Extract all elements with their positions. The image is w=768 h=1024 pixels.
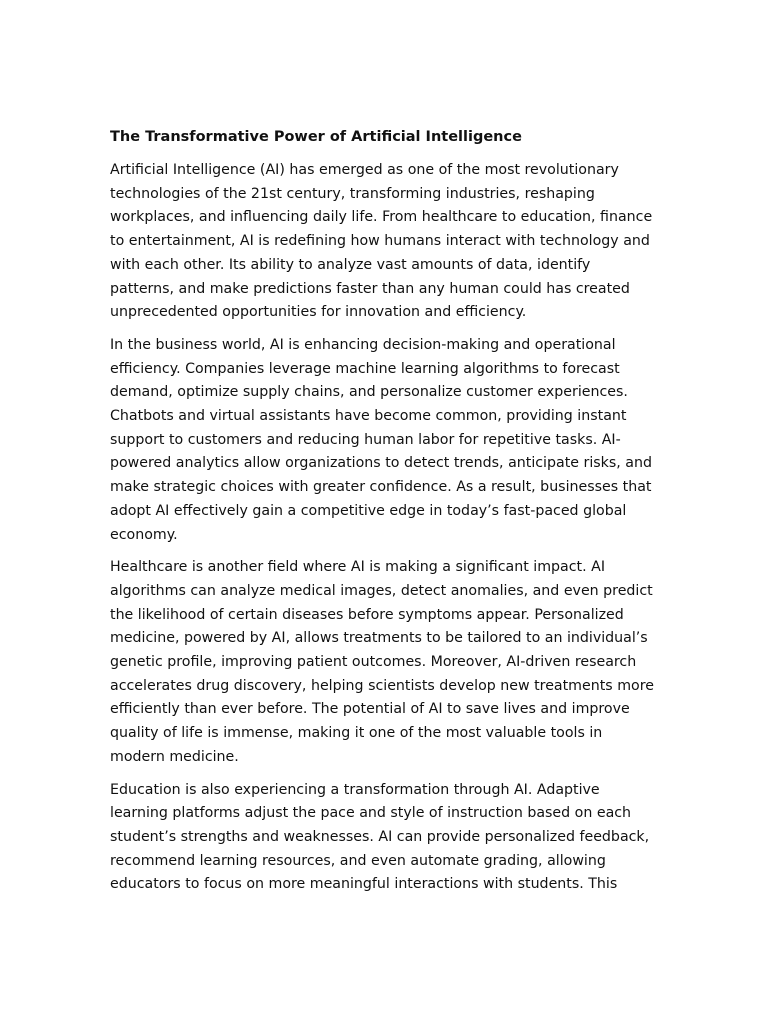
text-line: workplaces, and influencing daily life. From healthcare to education, finance [110, 209, 653, 226]
text-line: demand, optimize supply chains, and personalize customer experiences. [110, 384, 628, 401]
text-line: to entertainment, AI is redefining how humans interact with technology and [110, 233, 650, 250]
text-line: In the business world, AI is enhancing decision-making and operational [110, 336, 616, 353]
paragraph-healthcare [110, 556, 660, 769]
text-line: quality of life is immense, making it one of the most valuable tools in [110, 725, 603, 742]
text-line: with each other. Its ability to analyze vast amounts of data, identify [110, 256, 591, 273]
text-line: technologies of the 21st century, transforming industries, reshaping [110, 185, 595, 202]
text-line: Healthcare is another field where AI is making a significant impact. AI [110, 559, 606, 576]
text-line: powered analytics allow organizations to detect trends, anticipate risks, and [110, 455, 652, 472]
text-line: support to customers and reducing human labor for repetitive tasks. AI- [110, 431, 621, 448]
text-line: modern medicine. [110, 748, 239, 765]
text-line: medicine, powered by AI, allows treatments to be tailored to an individual’s [110, 630, 648, 647]
text-line: learning platforms adjust the pace and style of instruction based on each [110, 805, 632, 822]
document-body [110, 127, 660, 906]
text-line: efficiently than ever before. The potential of AI to save lives and improve [110, 701, 630, 718]
text-line: efficiency. Companies leverage machine learning algorithms to forecast [110, 360, 620, 377]
paragraph-business [110, 334, 660, 547]
text-line: Chatbots and virtual assistants have become common, providing instant [110, 408, 627, 425]
text-line: student’s strengths and weaknesses. AI can provide personalized feedback, [110, 828, 650, 845]
text-line: patterns, and make predictions faster than any human could has created [110, 280, 630, 297]
text-line: accelerates drug discovery, helping scientists develop new treatments more [110, 677, 654, 694]
text-line: economy. [110, 526, 178, 543]
text-line: educators to focus on more meaningful interactions with students. This [110, 876, 618, 893]
paragraph-ai-intro [110, 159, 660, 325]
text-line: make strategic choices with greater confidence. As a result, businesses that [110, 479, 652, 496]
text-line: recommend learning resources, and even automate grading, allowing [110, 852, 606, 869]
text-line: unprecedented opportunities for innovation and efficiency. [110, 304, 527, 321]
document-title: The Transformative Power of Artificial Intelligence [110, 129, 522, 145]
text-line: the likelihood of certain diseases before symptoms appear. Personalized [110, 606, 624, 623]
text-line: Education is also experiencing a transformation through AI. Adaptive [110, 781, 600, 798]
text-line: genetic profile, improving patient outcomes. Moreover, AI-driven research [110, 654, 637, 671]
text-line: Artificial Intelligence (AI) has emerged as one of the most revolutionary [110, 162, 619, 178]
paragraph-education [110, 779, 660, 898]
text-line: algorithms can analyze medical images, detect anomalies, and even predict [110, 582, 653, 599]
text-line: adopt AI effectively gain a competitive edge in today’s fast-paced global [110, 502, 627, 519]
